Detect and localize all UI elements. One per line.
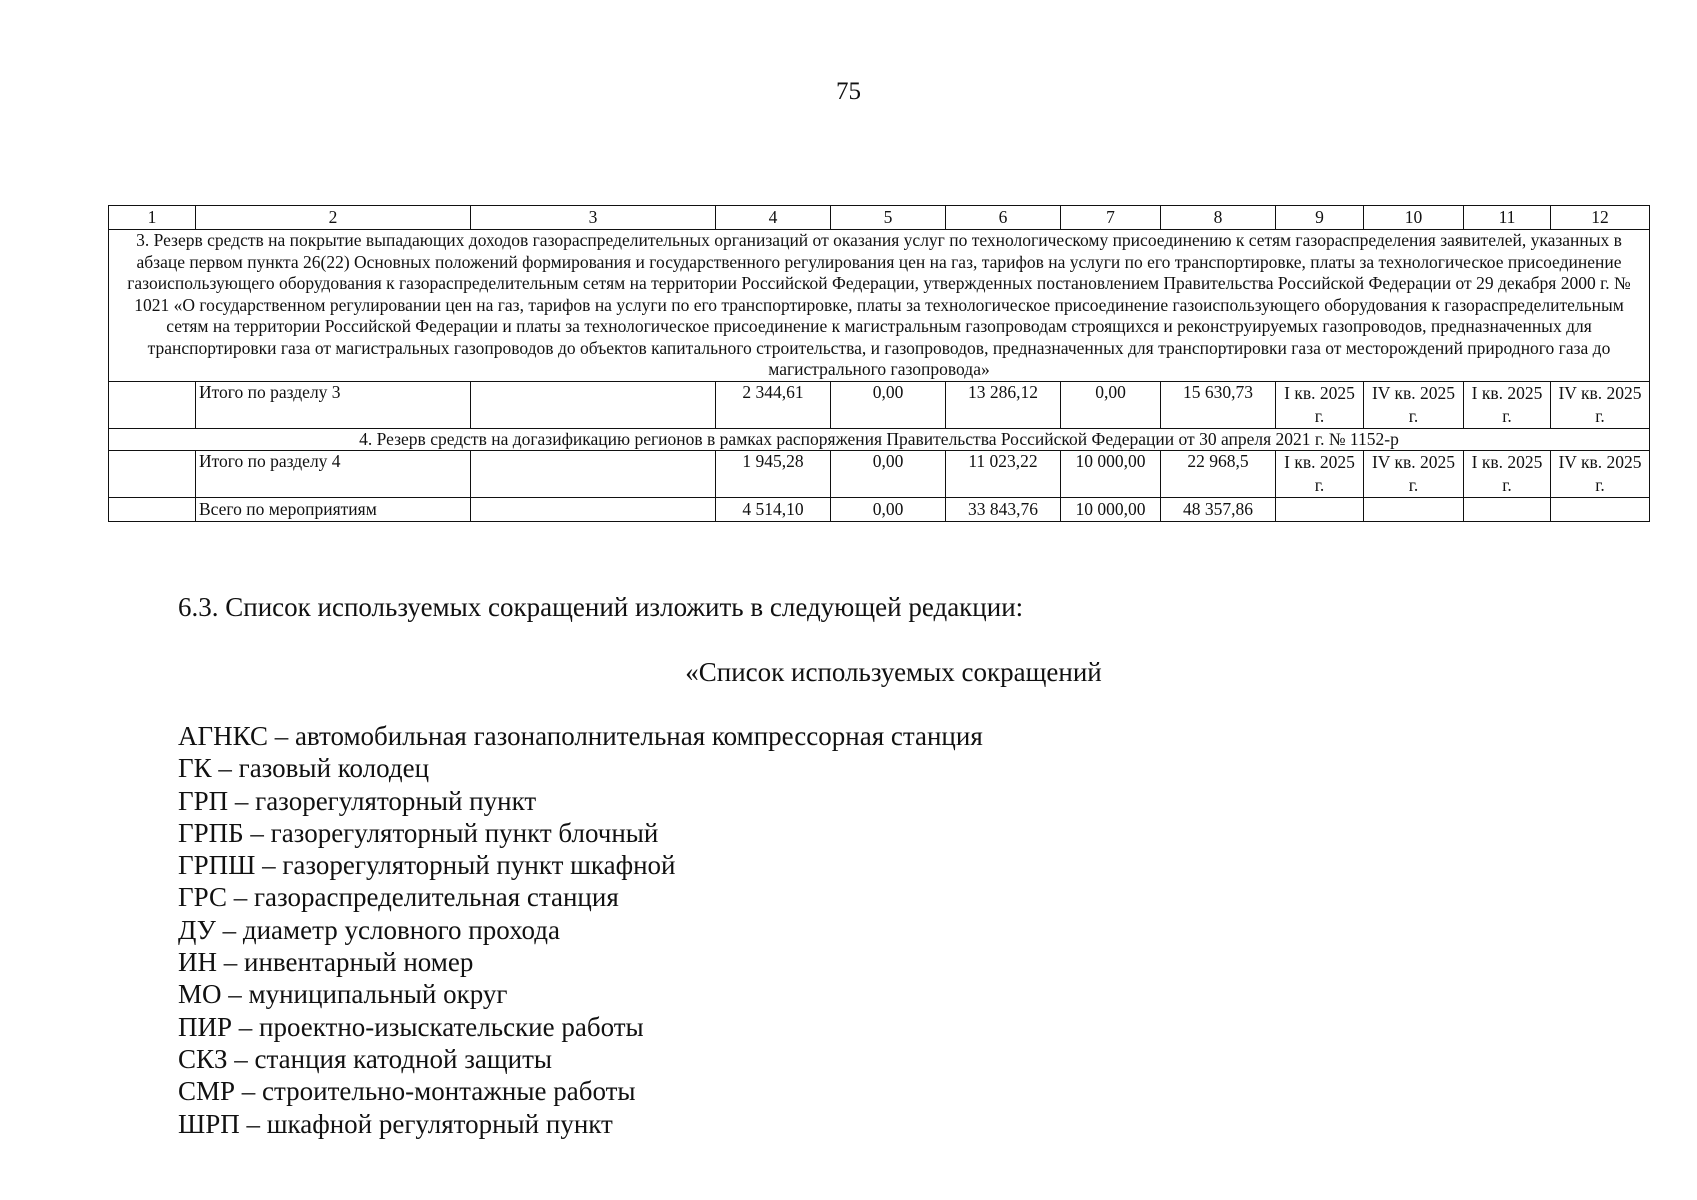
period-cell: IV кв. 2025 г. [1551,381,1650,428]
list-item: ГРС – газораспределительная станция [178,882,619,913]
page-number: 75 [836,78,861,105]
value-cell: 1 945,28 [716,451,831,498]
value-cell: 33 843,76 [946,498,1061,522]
column-number: 5 [831,206,946,230]
section-heading: 6.3. Список используемых сокращений изложить в следующей редакции: [178,592,1024,622]
value-cell: 0,00 [1061,381,1161,428]
table-cell [471,451,716,498]
value-cell: 0,00 [831,381,946,428]
grand-total-row [109,498,1650,522]
section-3-title: 3. Резерв средств на покрытие выпадающих доходов газораспределительных организаций от оказания услуг по технологическому присоединению к сетям газораспределения заявителей, указанных в абзаце первом пункта 26(22) Основных положений формирования и государственного регулирования цен на газ, тарифов на услуги по его транспортировке, платы за технологическое присоединение газоиспользующего оборудования к газораспределительным сетям на территории Российской Федерации, утвержденных постановлением Правительства Российской Федерации от 29 декабря 2000 г. № 1021 «О государственном регулировании цен на газ, тарифов на услуги по его транспортировке, платы за технологическое присоединение газоиспользующего оборудования к газораспределительным сетям на территории Российской Федерации и платы за технологическое присоединение к магистральным газопроводам строящихся и реконструируемых газопроводов, предназначенных для транспортировки газа от магистральных газопроводов до объектов капитального строительства, и газопроводов, предназначенных для транспортировки газа от месторождений природного газа до магистрального газопровода» [109,230,1650,382]
list-item: ПИР – проектно-изыскательские работы [178,1011,644,1042]
list-item: ГК – газовый колодец [178,753,430,784]
list-title: «Список используемых сокращений [685,657,1102,687]
period-cell: I кв. 2025 г. [1276,381,1364,428]
table-cell [109,498,196,522]
column-number: 10 [1364,206,1464,230]
table-cell [471,498,716,522]
list-item: МО – муниципальный округ [178,979,508,1010]
table-cell [109,451,196,498]
section-4-header-row [109,428,1650,451]
table-cell [471,381,716,428]
row-label: Всего по мероприятиям [196,498,471,522]
period-cell: I кв. 2025 г. [1464,451,1551,498]
value-cell: 10 000,00 [1061,498,1161,522]
value-cell: 22 968,5 [1161,451,1276,498]
list-item: ШРП – шкафной регуляторный пункт [178,1108,613,1139]
row-label: Итого по разделу 4 [196,451,471,498]
column-number: 12 [1551,206,1650,230]
period-cell [1276,498,1364,522]
column-number: 9 [1276,206,1364,230]
column-number: 8 [1161,206,1276,230]
period-cell: IV кв. 2025 г. [1364,451,1464,498]
list-item: АГНКС – автомобильная газонаполнительная компрессорная станция [178,721,983,751]
period-cell [1464,498,1551,522]
column-number: 7 [1061,206,1161,230]
section-3-header-row [109,230,1650,382]
column-number: 6 [946,206,1061,230]
abbreviation-list [178,720,983,1140]
value-cell: 10 000,00 [1061,451,1161,498]
section-4-title: 4. Резерв средств на догазификацию регионов в рамках распоряжения Правительства Российской Федерации от 30 апреля 2021 г. № 1152-р [109,428,1650,451]
table-cell [109,381,196,428]
row-label: Итого по разделу 3 [196,381,471,428]
value-cell: 11 023,22 [946,451,1061,498]
list-item: ГРПБ – газорегуляторный пункт блочный [178,817,659,848]
section-3-total-row [109,381,1650,428]
list-item: ИН – инвентарный номер [178,947,474,978]
value-cell: 2 344,61 [716,381,831,428]
list-item: СКЗ – станция катодной защиты [178,1043,553,1074]
list-item: СМР – строительно-монтажные работы [178,1076,636,1107]
value-cell: 48 357,86 [1161,498,1276,522]
period-cell [1551,498,1650,522]
list-item: ГРПШ – газорегуляторный пункт шкафной [178,850,676,881]
value-cell: 13 286,12 [946,381,1061,428]
value-cell: 15 630,73 [1161,381,1276,428]
list-item: ДУ – диаметр условного прохода [178,914,560,945]
section-4-total-row [109,451,1650,498]
value-cell: 0,00 [831,451,946,498]
list-item: ГРП – газорегуляторный пункт [178,785,537,816]
column-number: 11 [1464,206,1551,230]
column-number: 2 [196,206,471,230]
value-cell: 4 514,10 [716,498,831,522]
column-number-row [109,206,1650,230]
column-number: 3 [471,206,716,230]
column-number: 4 [716,206,831,230]
period-cell: I кв. 2025 г. [1276,451,1364,498]
period-cell: I кв. 2025 г. [1464,381,1551,428]
value-cell: 0,00 [831,498,946,522]
budget-table [108,205,1650,522]
period-cell: IV кв. 2025 г. [1551,451,1650,498]
period-cell [1364,498,1464,522]
column-number: 1 [109,206,196,230]
period-cell: IV кв. 2025 г. [1364,381,1464,428]
